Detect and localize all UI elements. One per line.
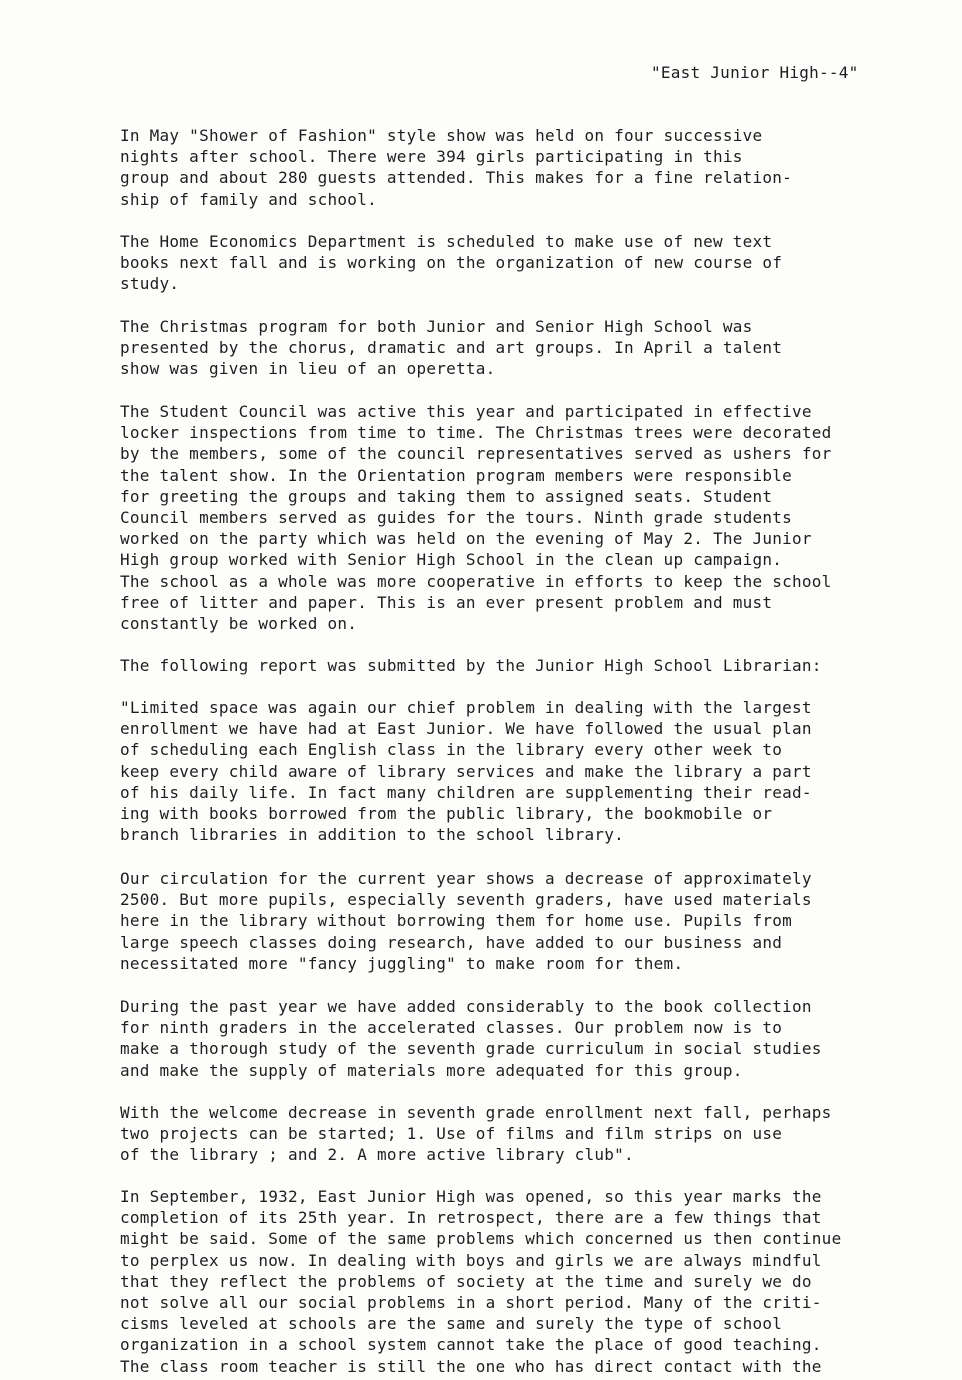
text-line: High group worked with Senior High School in the clean up campaign. [120, 550, 783, 570]
text-line: locker inspections from time to time. The Christmas trees were decorated [120, 423, 832, 443]
text-line: two projects can be started; 1. Use of films and film strips on use [120, 1124, 783, 1144]
text-line: organization in a school system cannot take the place of good teaching. [120, 1335, 822, 1355]
text-line: and make the supply of materials more adequated for this group. [120, 1060, 743, 1080]
text-line: The Christmas program for both Junior and Senior High School was [120, 317, 753, 336]
text-line: by the members, some of the council representatives served as ushers for [120, 444, 832, 464]
text-line: ing with books borrowed from the public library, the bookmobile or [120, 803, 773, 823]
text-line: keep every child aware of library services and make the library a part [120, 761, 812, 781]
text-line: worked on the party which was held on the evening of May 2. The Junior [120, 529, 812, 549]
text-line: free of litter and paper. This is an ever present problem and must [120, 592, 773, 612]
text-line: cisms leveled at schools are the same and surely the type of school [120, 1314, 783, 1334]
text-line: During the past year we have added considerably to the book collection [120, 997, 812, 1016]
text-line: constantly be worked on. [120, 613, 358, 633]
text-line: nights after school. There were 394 girls participating in this [120, 147, 743, 167]
text-line: for ninth graders in the accelerated classes. Our problem now is to [120, 1018, 783, 1038]
text-line: The school as a whole was more cooperative in efforts to keep the school [120, 571, 832, 591]
text-line: large speech classes doing research, have added to our business and [120, 932, 783, 952]
text-line: of the library ; and 2. A more active library club". [120, 1145, 634, 1165]
text-line: books next fall and is working on the organization of new course of [120, 253, 783, 273]
paragraph-book-collection [120, 996, 920, 1081]
text-line: to perplex us now. In dealing with boys and girls we are always mindful [120, 1250, 822, 1270]
paragraph-anniversary [120, 1186, 920, 1377]
text-line: With the welcome decrease in seventh grade enrollment next fall, perhaps [120, 1103, 832, 1122]
text-line: the talent show. In the Orientation program members were responsible [120, 465, 793, 485]
paragraph-library-space [120, 697, 920, 845]
text-line: Council members served as guides for the tours. Ninth grade students [120, 507, 793, 527]
text-line: The following report was submitted by the Junior High School Librarian: [120, 656, 822, 675]
text-line: Our circulation for the current year shows a decrease of approximately [120, 869, 812, 888]
text-line: not solve all our social problems in a short period. Many of the criti- [120, 1292, 822, 1312]
text-line: of his daily life. In fact many children are supplementing their read- [120, 782, 812, 802]
text-line: In May "Shower of Fashion" style show was held on four successive [120, 126, 763, 145]
text-line: The Student Council was active this year and participated in effective [120, 402, 812, 421]
text-line: might be said. Some of the same problems which concerned us then continue [120, 1229, 842, 1249]
text-line: here in the library without borrowing them for home use. Pupils from [120, 911, 793, 931]
text-line: that they reflect the problems of society at the time and surely we do [120, 1271, 812, 1291]
text-line: 2500. But more pupils, especially seventh graders, have used materials [120, 890, 812, 910]
paragraph-circulation [120, 868, 920, 974]
paragraph-student-council [120, 401, 920, 634]
text-line: necessitated more "fancy juggling" to make room for them. [120, 953, 684, 973]
text-line: presented by the chorus, dramatic and art groups. In April a talent [120, 338, 783, 358]
text-line: of scheduling each English class in the library every other week to [120, 740, 783, 760]
text-line: branch libraries in addition to the school library. [120, 825, 625, 845]
paragraph-home-economics [120, 231, 920, 295]
paragraph-projects [120, 1102, 920, 1166]
text-line: The class room teacher is still the one who has direct contact with the [120, 1356, 822, 1376]
text-line: "Limited space was again our chief problem in dealing with the largest [120, 698, 812, 717]
text-line: show was given in lieu of an operetta. [120, 359, 496, 379]
text-line: ship of family and school. [120, 189, 377, 209]
text-line: study. [120, 274, 180, 294]
text-line: The Home Economics Department is scheduled to make use of new text [120, 232, 773, 251]
page-header: "East Junior High--4" [651, 63, 859, 82]
text-line: enrollment we have had at East Junior. We have followed the usual plan [120, 719, 812, 739]
text-line: In September, 1932, East Junior High was opened, so this year marks the [120, 1187, 822, 1206]
text-line: for greeting the groups and taking them to assigned seats. Student [120, 486, 773, 506]
text-line: group and about 280 guests attended. This makes for a fine relation- [120, 168, 793, 188]
paragraph-christmas-program [120, 316, 920, 380]
paragraph-fashion-show [120, 125, 920, 210]
text-line: make a thorough study of the seventh grade curriculum in social studies [120, 1039, 822, 1059]
paragraph-librarian-intro [120, 655, 920, 676]
text-line: completion of its 25th year. In retrospect, there are a few things that [120, 1208, 822, 1228]
